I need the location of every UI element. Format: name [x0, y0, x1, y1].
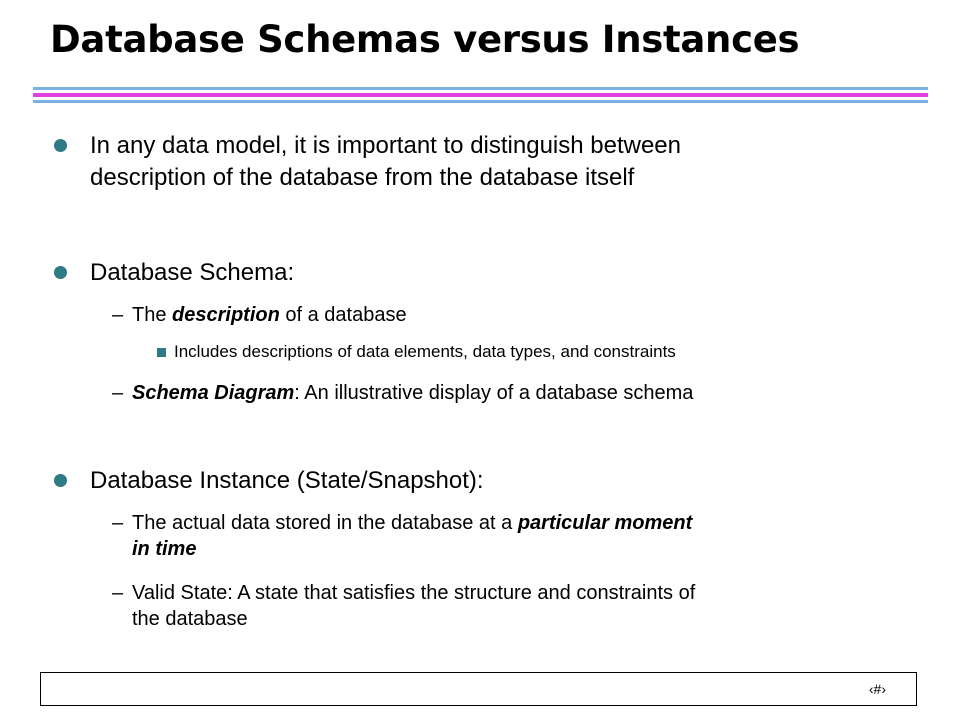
bullet-3-text: Database Instance (State/Snapshot):: [90, 467, 484, 494]
dash-marker: –: [112, 582, 124, 604]
bullet-icon: [54, 474, 67, 487]
title-rule-top: [33, 87, 928, 90]
dash-marker: –: [112, 304, 124, 326]
slide-title: Database Schemas versus Instances: [50, 18, 800, 61]
title-rule-middle: [33, 93, 928, 97]
bullet-1-line-1: In any data model, it is important to distinguish between: [90, 132, 681, 159]
bullet-icon: [54, 266, 67, 279]
bullet-2-text: Database Schema:: [90, 259, 295, 286]
title-rule-bottom: [33, 100, 928, 103]
schema-sub-2: Schema Diagram: An illustrative display of a database schema: [132, 382, 694, 404]
schema-sub-1-detail: Includes descriptions of data elements, data types, and constraints: [174, 342, 676, 361]
instance-sub-1: The actual data stored in the database at a particular moment in time: [132, 512, 693, 560]
footer-box: [40, 672, 917, 706]
bullet-icon: [54, 139, 67, 152]
dash-marker: –: [112, 512, 124, 534]
page-number: ‹#›: [868, 681, 886, 697]
diamond-bullet-icon: [157, 348, 166, 357]
schema-sub-1: The description of a database: [132, 304, 407, 326]
bullet-1-text: [90, 130, 681, 194]
bullet-1-line-2: description of the database from the database itself: [90, 164, 635, 191]
instance-sub-2: Valid State: A state that satisfies the structure and constraints of the database: [132, 582, 696, 630]
dash-marker: –: [112, 382, 124, 404]
